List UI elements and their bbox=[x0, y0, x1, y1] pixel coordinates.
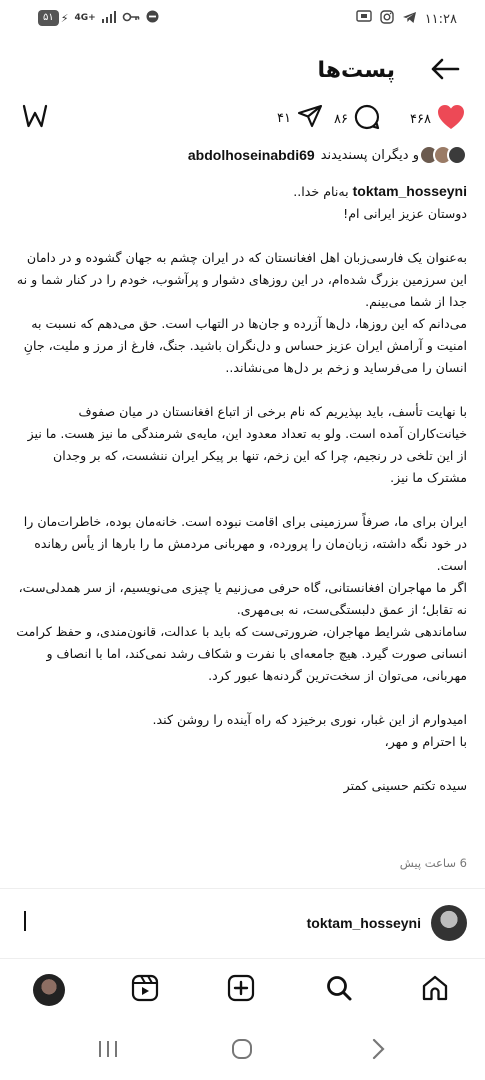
home-icon[interactable] bbox=[421, 974, 449, 1006]
signal-icon bbox=[102, 11, 116, 26]
caption-line: ایران برای ما، صرفاً سرزمینی برای اقامت نبوده است. خانه‌مان بوده، خاطرات‌مان را در خود نگه داشته، زبان‌مان را پرورده، و مهربانی مردمش ما را بارها از یأس رهانده است. bbox=[23, 514, 467, 573]
post-timestamp: 6 ساعت پیش bbox=[399, 856, 467, 870]
caption-line-1: toktam_hosseyni به‌نام خدا.. bbox=[293, 183, 467, 199]
bookmark-icon[interactable] bbox=[22, 113, 48, 132]
status-left bbox=[38, 10, 159, 26]
avatar bbox=[447, 145, 467, 165]
comment-bubble-icon[interactable] bbox=[354, 104, 380, 134]
add-post-icon[interactable] bbox=[227, 974, 255, 1006]
nav-reels[interactable] bbox=[128, 973, 162, 1007]
caption-author[interactable]: toktam_hosseyni bbox=[352, 183, 467, 199]
recents-button[interactable] bbox=[93, 1036, 123, 1066]
caption-line: می‌دانم که این روزها، دل‌ها آزرده و جان‌ها در التهاب است. حق می‌دهم که نسبت به امنیت و آرامش ایران عزیز حساس و دل‌نگران باشید. جنگ، فارغ از مرز و ملیت، جانِ انسان را می‌فرساید و زخم بر دل‌ها می‌نشاند.. bbox=[23, 316, 467, 375]
page-title: پست‌ها bbox=[317, 58, 395, 83]
arrow-left-icon bbox=[430, 58, 460, 84]
battery-level: ۵۱ bbox=[38, 10, 59, 26]
clock: ۱۱:۲۸ bbox=[424, 11, 457, 27]
bottom-navigation bbox=[0, 958, 485, 1022]
telegram-icon bbox=[402, 11, 417, 28]
back-button[interactable] bbox=[427, 56, 463, 86]
caption-line: دوستان عزیز ایرانی ام! bbox=[343, 206, 467, 221]
avatar[interactable] bbox=[431, 905, 467, 941]
dnd-icon bbox=[146, 10, 159, 26]
charging-icon: ⚡ bbox=[60, 11, 69, 25]
comment-username[interactable]: toktam_hosseyni bbox=[306, 915, 421, 931]
key-icon bbox=[122, 11, 140, 26]
more-options-icon[interactable] bbox=[22, 905, 28, 935]
system-back-button[interactable] bbox=[363, 1036, 393, 1066]
caption-line bbox=[15, 753, 467, 775]
nav-home[interactable] bbox=[418, 973, 452, 1007]
post-caption bbox=[15, 180, 467, 797]
share-button[interactable] bbox=[277, 104, 323, 132]
nav-create-post[interactable] bbox=[224, 973, 258, 1007]
caption-signature: سیده تکتم حسینی کمتر bbox=[343, 778, 467, 793]
system-navigation bbox=[0, 1026, 485, 1080]
search-icon[interactable] bbox=[325, 974, 353, 1006]
comment-button[interactable] bbox=[334, 104, 380, 134]
top-app-bar bbox=[0, 50, 485, 94]
like-button[interactable] bbox=[410, 104, 465, 134]
caption-line bbox=[15, 687, 467, 709]
system-home-button[interactable] bbox=[227, 1036, 257, 1066]
network-type: 4G+ bbox=[74, 12, 96, 23]
share-count[interactable]: ۴۱ bbox=[277, 110, 291, 126]
caption-line: به‌عنوان یک فارسی‌زبان اهل افغانستان که در ایران چشم به جهان گشوده و در دامان این سرزمین بزرگ شده‌ام، در این روزهای دشوار و پرآشوب، خودم را در کنار شما و نه جدا از شما می‌بینم. bbox=[16, 250, 467, 309]
status-right bbox=[356, 10, 457, 28]
nav-search[interactable] bbox=[322, 973, 356, 1007]
liked-by-username[interactable]: abdolhoseinabdi69 bbox=[187, 147, 315, 163]
liker-avatars bbox=[425, 145, 467, 165]
battery-indicator bbox=[38, 10, 68, 26]
profile-avatar[interactable] bbox=[33, 974, 65, 1006]
liked-by-row[interactable] bbox=[188, 145, 467, 165]
caption-line: امیدوارم از این غبار، نوری برخیزد که راه آینده را روشن کند. bbox=[152, 712, 467, 727]
save-button[interactable] bbox=[22, 104, 48, 132]
recents-icon[interactable] bbox=[97, 1039, 119, 1063]
circle-home-icon[interactable] bbox=[231, 1038, 253, 1064]
caption-line bbox=[15, 225, 467, 247]
status-bar bbox=[0, 0, 485, 38]
comment-author-row[interactable] bbox=[307, 905, 467, 941]
nav-profile[interactable] bbox=[32, 973, 66, 1007]
chevron-right-icon[interactable] bbox=[370, 1038, 386, 1064]
instagram-notification-icon bbox=[380, 10, 394, 28]
caption-line: با احترام و مهر، bbox=[384, 734, 467, 749]
like-count[interactable]: ۴۶۸ bbox=[410, 111, 431, 127]
reels-icon[interactable] bbox=[131, 974, 159, 1006]
divider bbox=[0, 888, 485, 889]
heart-filled-icon[interactable] bbox=[437, 104, 465, 134]
liked-by-text: و دیگران پسندیدند bbox=[320, 147, 419, 163]
caption-line: اگر ما مهاجران افغانستانی، گاه حرفی می‌زنیم یا چیزی می‌نویسیم، از سر همدلی‌ست، نه تقابل؛ از عمق دلبستگی‌ست، نه بی‌مهری. bbox=[18, 580, 467, 617]
caption-line bbox=[15, 379, 467, 401]
post-actions bbox=[0, 100, 485, 136]
comment-count[interactable]: ۸۶ bbox=[334, 111, 348, 127]
caption-line: با نهایت تأسف، باید بپذیریم که نام برخی از اتباع افغانستان در میان صفوف خیانت‌کاران آمده است. ولو به تعداد معدود این، مایه‌ی شرمندگی ما نیز هست. ما نیز از این تلخی در رنجیم، چرا که این زخم، تنها بر پیکر ایران ننشست، که بر وجدان مشترک ما نیز. bbox=[27, 404, 467, 485]
caption-line: ساماندهی شرایط مهاجران، ضرورتی‌ست که باید با عدالت، قانون‌مندی، و حفظ کرامت انسانی صورت گیرد. هیچ جامعه‌ای با نفرت و شکاف رشد نمی‌کند، اما با انصاف و مهربانی، می‌توان از سخت‌ترین گردنه‌ها عبور کرد. bbox=[16, 624, 467, 683]
caption-line bbox=[15, 489, 467, 511]
paper-plane-icon[interactable] bbox=[297, 104, 323, 132]
screen-cast-icon bbox=[356, 10, 372, 28]
